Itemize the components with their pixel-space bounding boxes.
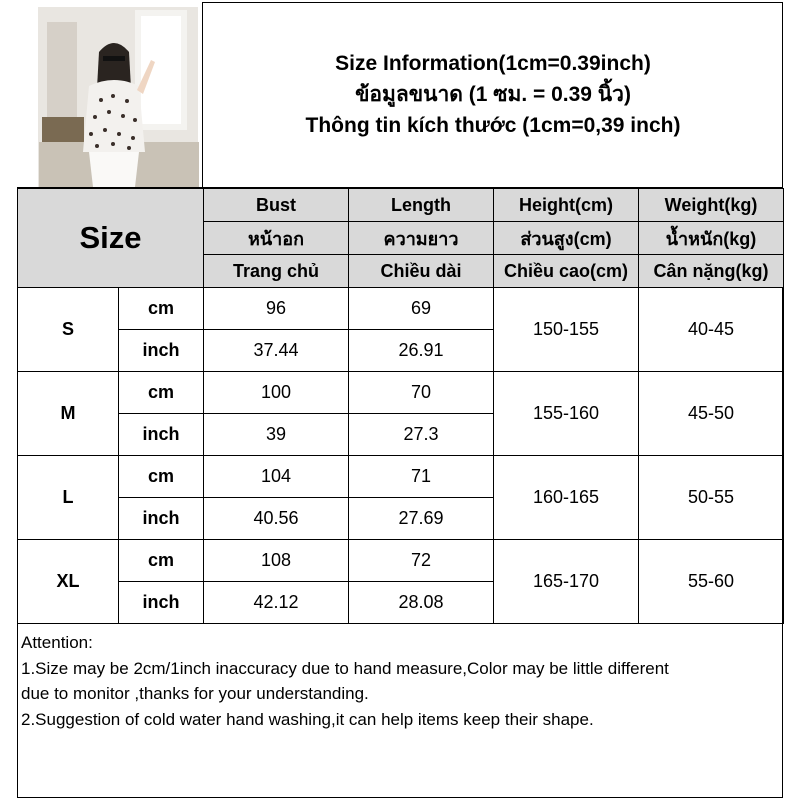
weight-range: 40-45 bbox=[639, 288, 784, 372]
column-header-weight-th: น้ำหนัก(kg) bbox=[639, 222, 784, 255]
bust-value: 108 bbox=[204, 540, 349, 582]
unit-label: cm bbox=[119, 456, 204, 498]
unit-label: inch bbox=[119, 498, 204, 540]
weight-range: 55-60 bbox=[639, 540, 784, 624]
unit-label: cm bbox=[119, 540, 204, 582]
length-value: 71 bbox=[349, 456, 494, 498]
column-header-height-en: Height(cm) bbox=[494, 189, 639, 222]
column-header-weight-vi: Cân nặng(kg) bbox=[639, 255, 784, 288]
column-header-bust-th: หน้าอก bbox=[204, 222, 349, 255]
product-photo bbox=[17, 2, 203, 188]
unit-label: inch bbox=[119, 582, 204, 624]
length-value: 72 bbox=[349, 540, 494, 582]
table-row bbox=[18, 540, 784, 582]
column-header-length-vi: Chiều dài bbox=[349, 255, 494, 288]
column-header-height-th: ส่วนสูง(cm) bbox=[494, 222, 639, 255]
weight-range: 45-50 bbox=[639, 372, 784, 456]
length-value: 69 bbox=[349, 288, 494, 330]
bust-value: 104 bbox=[204, 456, 349, 498]
info-line-vietnamese: Thông tin kích thước (1cm=0,39 inch) bbox=[305, 114, 681, 137]
column-header-length-en: Length bbox=[349, 189, 494, 222]
size-label-m: M bbox=[18, 372, 119, 456]
size-information-header bbox=[203, 2, 783, 188]
table-row bbox=[18, 288, 784, 330]
bust-value: 96 bbox=[204, 288, 349, 330]
column-header-length-th: ความยาว bbox=[349, 222, 494, 255]
height-range: 160-165 bbox=[494, 456, 639, 540]
unit-label: inch bbox=[119, 330, 204, 372]
size-label-l: L bbox=[18, 456, 119, 540]
table-row bbox=[18, 456, 784, 498]
unit-label: cm bbox=[119, 372, 204, 414]
attention-line: 2.Suggestion of cold water hand washing,it can help items keep their shape. bbox=[21, 709, 594, 729]
bust-value: 37.44 bbox=[204, 330, 349, 372]
table-row bbox=[18, 372, 784, 414]
unit-label: cm bbox=[119, 288, 204, 330]
product-photo-image bbox=[17, 2, 202, 187]
size-column-header: Size bbox=[18, 189, 204, 288]
attention-line: 1.Size may be 2cm/1inch inaccuracy due to hand measure,Color may be little different bbox=[21, 658, 669, 678]
size-label-s: S bbox=[18, 288, 119, 372]
height-range: 155-160 bbox=[494, 372, 639, 456]
height-range: 165-170 bbox=[494, 540, 639, 624]
size-label-xl: XL bbox=[18, 540, 119, 624]
length-value: 27.3 bbox=[349, 414, 494, 456]
length-value: 26.91 bbox=[349, 330, 494, 372]
attention-line: due to monitor ,thanks for your understanding. bbox=[21, 684, 369, 703]
length-value: 70 bbox=[349, 372, 494, 414]
column-header-bust-en: Bust bbox=[204, 189, 349, 222]
info-line-english: Size Information(1cm=0.39inch) bbox=[335, 52, 651, 75]
size-chart-table bbox=[17, 188, 784, 624]
column-header-weight-en: Weight(kg) bbox=[639, 189, 784, 222]
bust-value: 42.12 bbox=[204, 582, 349, 624]
column-header-bust-vi: Trang chủ bbox=[204, 255, 349, 288]
attention-title: Attention: bbox=[21, 633, 93, 652]
length-value: 28.08 bbox=[349, 582, 494, 624]
weight-range: 50-55 bbox=[639, 456, 784, 540]
attention-notes bbox=[21, 630, 781, 732]
length-value: 27.69 bbox=[349, 498, 494, 540]
bust-value: 40.56 bbox=[204, 498, 349, 540]
column-header-height-vi: Chiều cao(cm) bbox=[494, 255, 639, 288]
unit-label: inch bbox=[119, 414, 204, 456]
height-range: 150-155 bbox=[494, 288, 639, 372]
info-line-thai: ข้อมูลขนาด (1 ซม. = 0.39 นิ้ว) bbox=[355, 83, 631, 106]
bust-value: 100 bbox=[204, 372, 349, 414]
bust-value: 39 bbox=[204, 414, 349, 456]
